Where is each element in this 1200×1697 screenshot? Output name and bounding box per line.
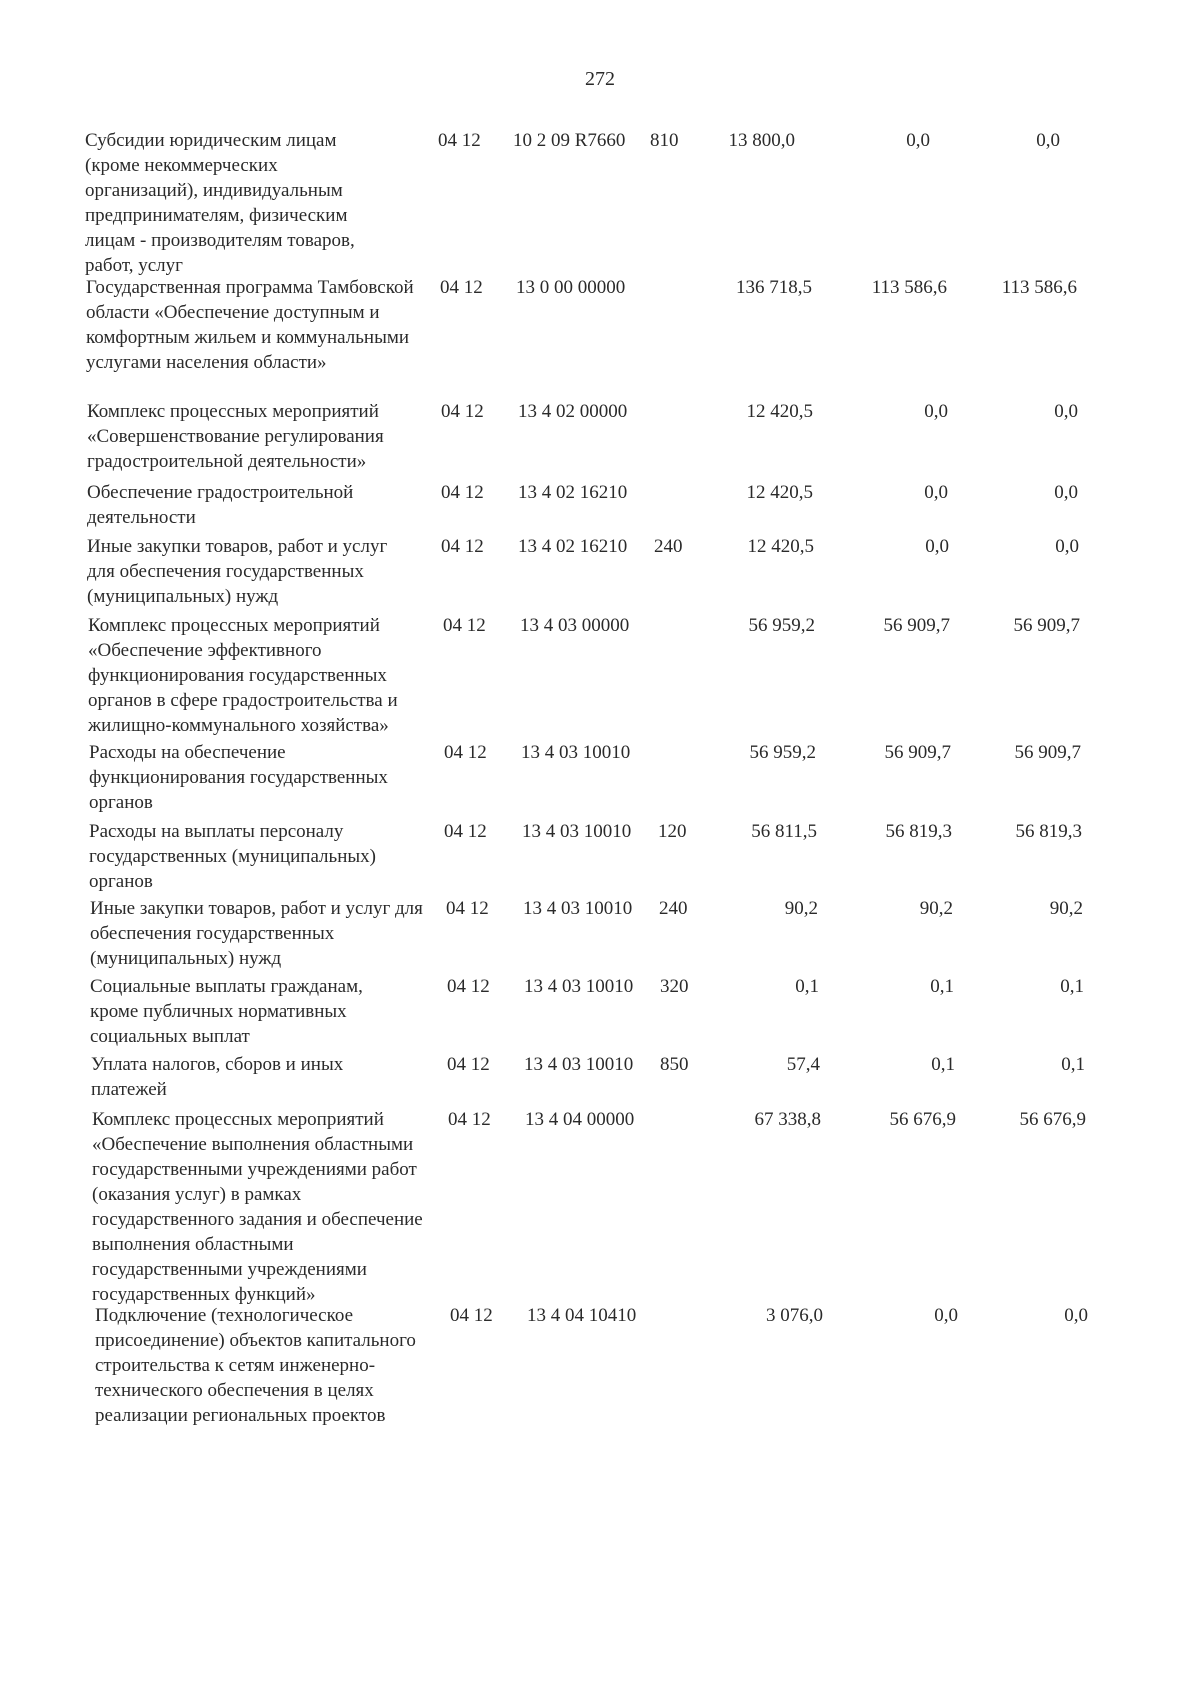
row-vr: 850 xyxy=(660,1054,689,1075)
row-value-3: 0,0 xyxy=(1064,1305,1088,1326)
row-vr: 240 xyxy=(659,898,688,919)
row-csr: 13 4 03 10010 xyxy=(523,898,633,919)
row-section: 04 12 xyxy=(447,976,490,997)
row-value-1: 57,4 xyxy=(786,1054,820,1075)
row-csr: 13 4 03 10010 xyxy=(522,821,632,842)
row-name: Иные закупки товаров, работ и услуг для обеспечения государственных (муниципальных) нужд xyxy=(87,536,388,607)
row-csr: 10 2 09 R7660 xyxy=(513,130,626,151)
row-csr: 13 4 03 10010 xyxy=(524,1054,634,1075)
row-value-1: 136 718,5 xyxy=(736,277,812,298)
row-section: 04 12 xyxy=(438,130,481,151)
row-section: 04 12 xyxy=(443,615,486,636)
row-value-3: 56 909,7 xyxy=(1014,742,1081,763)
row-value-3: 0,0 xyxy=(1036,130,1060,151)
row-value-2: 56 909,7 xyxy=(884,742,951,763)
row-section: 04 12 xyxy=(450,1305,493,1326)
row-csr: 13 4 03 10010 xyxy=(524,976,634,997)
row-csr: 13 4 02 16210 xyxy=(518,482,628,503)
row-value-2: 113 586,6 xyxy=(871,277,947,298)
row-name: Иные закупки товаров, работ и услуг для обеспечения государственных (муниципальных) нужд xyxy=(90,898,423,969)
row-section: 04 12 xyxy=(441,482,484,503)
row-section: 04 12 xyxy=(446,898,489,919)
row-value-1: 12 420,5 xyxy=(747,536,814,557)
row-name: Обеспечение градостроительной деятельности xyxy=(87,482,354,528)
row-value-1: 90,2 xyxy=(784,898,818,919)
row-name: Комплекс процессных мероприятий «Совершенствование регулирования градостроительной деятельности» xyxy=(87,401,384,472)
row-value-2: 0,1 xyxy=(930,976,954,997)
row-value-2: 0,0 xyxy=(924,482,948,503)
row-name: Подключение (технологическое присоединение) объектов капитального строительства к сетям инженерно-технического обеспечения в целях реализации региональных проектов xyxy=(95,1305,416,1426)
row-csr: 13 0 00 00000 xyxy=(516,277,626,298)
row-value-1: 56 959,2 xyxy=(749,742,816,763)
row-csr: 13 4 02 16210 xyxy=(518,536,628,557)
row-section: 04 12 xyxy=(447,1054,490,1075)
row-value-1: 12 420,5 xyxy=(746,482,813,503)
row-csr: 13 4 04 00000 xyxy=(525,1109,635,1130)
row-section: 04 12 xyxy=(441,536,484,557)
row-value-2: 0,1 xyxy=(931,1054,955,1075)
row-vr: 810 xyxy=(650,130,679,151)
row-name: Комплекс процессных мероприятий «Обеспечение эффективного функционирования государственных органов в сфере градостроительства и жилищно-коммунального хозяйства» xyxy=(88,615,398,736)
row-section: 04 12 xyxy=(444,821,487,842)
row-name: Комплекс процессных мероприятий «Обеспечение выполнения областными государственными учреждениями работ (оказания услуг) в рамках государственного задания и обеспечение выполнения областными государственными учреждениями государственных функций» xyxy=(92,1109,423,1305)
row-section: 04 12 xyxy=(441,401,484,422)
row-value-1: 56 959,2 xyxy=(748,615,815,636)
row-csr: 13 4 03 10010 xyxy=(521,742,631,763)
row-name: Расходы на выплаты персоналу государственных (муниципальных) органов xyxy=(89,821,376,892)
row-value-3: 113 586,6 xyxy=(1001,277,1077,298)
row-value-2: 56 909,7 xyxy=(883,615,950,636)
row-value-2: 0,0 xyxy=(906,130,930,151)
row-value-2: 56 819,3 xyxy=(885,821,952,842)
row-value-3: 0,0 xyxy=(1054,482,1078,503)
row-value-3: 56 909,7 xyxy=(1013,615,1080,636)
row-csr: 13 4 02 00000 xyxy=(518,401,628,422)
row-csr: 13 4 03 00000 xyxy=(520,615,630,636)
row-section: 04 12 xyxy=(448,1109,491,1130)
row-section: 04 12 xyxy=(444,742,487,763)
row-value-1: 12 420,5 xyxy=(746,401,813,422)
row-name: Расходы на обеспечение функционирования государственных органов xyxy=(89,742,388,813)
row-section: 04 12 xyxy=(440,277,483,298)
row-name: Социальные выплаты гражданам, кроме публичных нормативных социальных выплат xyxy=(90,976,363,1047)
row-csr: 13 4 04 10410 xyxy=(527,1305,637,1326)
row-value-1: 13 800,0 xyxy=(728,130,795,151)
row-value-3: 90,2 xyxy=(1049,898,1083,919)
row-value-2: 56 676,9 xyxy=(889,1109,956,1130)
row-value-2: 0,0 xyxy=(925,536,949,557)
row-value-3: 56 819,3 xyxy=(1015,821,1082,842)
row-name: Субсидии юридическим лицам (кроме некоммерческих организаций), индивидуальным предпринимателям, физическим лицам - производителям товаров, работ, услуг xyxy=(85,130,355,276)
row-value-3: 0,1 xyxy=(1061,1054,1085,1075)
page-number: 272 xyxy=(585,68,615,90)
row-value-1: 0,1 xyxy=(795,976,819,997)
row-value-1: 67 338,8 xyxy=(754,1109,821,1130)
row-value-2: 0,0 xyxy=(934,1305,958,1326)
row-value-1: 3 076,0 xyxy=(766,1305,823,1326)
row-value-2: 0,0 xyxy=(924,401,948,422)
row-value-3: 56 676,9 xyxy=(1019,1109,1086,1130)
row-name: Уплата налогов, сборов и иных платежей xyxy=(91,1054,344,1100)
row-vr: 240 xyxy=(654,536,683,557)
row-vr: 320 xyxy=(660,976,689,997)
row-value-2: 90,2 xyxy=(919,898,953,919)
row-value-1: 56 811,5 xyxy=(751,821,817,842)
row-value-3: 0,0 xyxy=(1054,401,1078,422)
row-value-3: 0,1 xyxy=(1060,976,1084,997)
row-value-3: 0,0 xyxy=(1055,536,1079,557)
row-name: Государственная программа Тамбовской области «Обеспечение доступным и комфортным жильем и коммунальными услугами населения области» xyxy=(86,277,414,373)
row-vr: 120 xyxy=(658,821,687,842)
